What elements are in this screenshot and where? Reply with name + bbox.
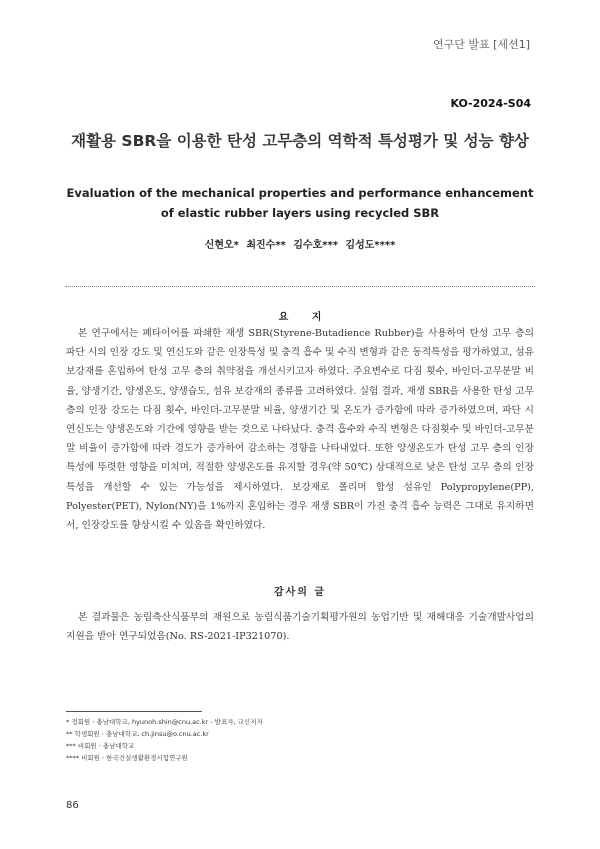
acknowledgement-body: 본 결과물은 농림축산식품부의 재원으로 농림식품기술기획평가원의 농업기반 및 재해대응 기술개발사업의 지원을 받아 연구되었음(No. RS-2021-IP321070). — [66, 612, 534, 643]
page-number: 86 — [66, 800, 79, 811]
footnote-item: * 정회원ㆍ충남대학교, hyunoh.shin@cnu.ac.kr - 발표자, 교신저자 — [66, 718, 263, 726]
footnote-item: *** 비회원ㆍ충남대학교 — [66, 742, 135, 750]
footnotes — [66, 716, 263, 764]
session-label: 연구단 발표 [세션1] — [433, 38, 530, 51]
abstract-body: 본 연구에서는 폐타이어를 파쇄한 재생 SBR(Styrene-Butadience Rubber)을 사용하여 탄성 고무 층의 파단 시의 인장 강도 및 연신도와 같은 인장특성 및 충격 흡수 및 수직 변형과 같은 동적특성을 평가하였고, 섬유 보강재를 혼입하여 탄성 고무 층의 취약점을 개선시키고자 하였다. 주요변수로 다짐 횟수, 바인더-고무분말 비율, 양생기간, 양생온도, 양생습도, 섬유 보강재의 종류를 고려하였다. 실험 결과, 재생 SBR을 사용한 탄성 고무 층의 인장 강도는 다짐 횟수, 바인더-고무분말 비율, 양생기간 및 온도가 증가함에 따라 증가하였으며, 파단 시 연신도는 양생온도와 기간에 영향을 받는 것으로 나타났다. 충격 흡수와 수직 변형은 다짐횟수 및 바인더-고무분말 비율이 증가함에 따라 경도가 증가하여 감소하는 경향을 나타내었다. 또한 양생온도가 탄성 고무 층의 인장 특성에 뚜렷한 영향을 미치며, 적절한 양생온도를 유지할 경우(약 50℃) 상대적으로 낮은 탄성 고무 층의 인장 특성을 개선할 수 있는 가능성을 제시하였다. 보강재로 폴리머 합성 섬유인 Polypropylene(PP), Polyester(PET), Nylon(NY)을 1%까지 혼입하는 경우 재생 SBR이 가진 충격 흡수 능력은 그대로 유지하면서, 인장강도를 향상시킬 수 있음을 확인하였다. — [66, 328, 534, 532]
paper-code: KO-2024-S04 — [450, 97, 531, 110]
abstract-heading: 요 지 — [278, 312, 332, 323]
footnote-rule — [66, 711, 202, 712]
footnote-item: ** 학생회원ㆍ충남대학교, ch.jinsu@o.cnu.ac.kr — [66, 730, 209, 738]
author-list: 신현오* 최진수** 김수호*** 김성도**** — [204, 240, 396, 251]
acknowledgement-heading: 감사의 글 — [273, 587, 327, 598]
dotted-divider — [65, 286, 535, 287]
footnote-item: **** 비회원ㆍ한국건설생활환경시험연구원 — [66, 754, 188, 762]
english-title: Evaluation of the mechanical properties and performance enhancement of elastic rubber layers using recycled SBR — [66, 186, 534, 220]
korean-title: 재활용 SBR을 이용한 탄성 고무층의 역학적 특성평가 및 성능 향상 — [71, 132, 529, 150]
